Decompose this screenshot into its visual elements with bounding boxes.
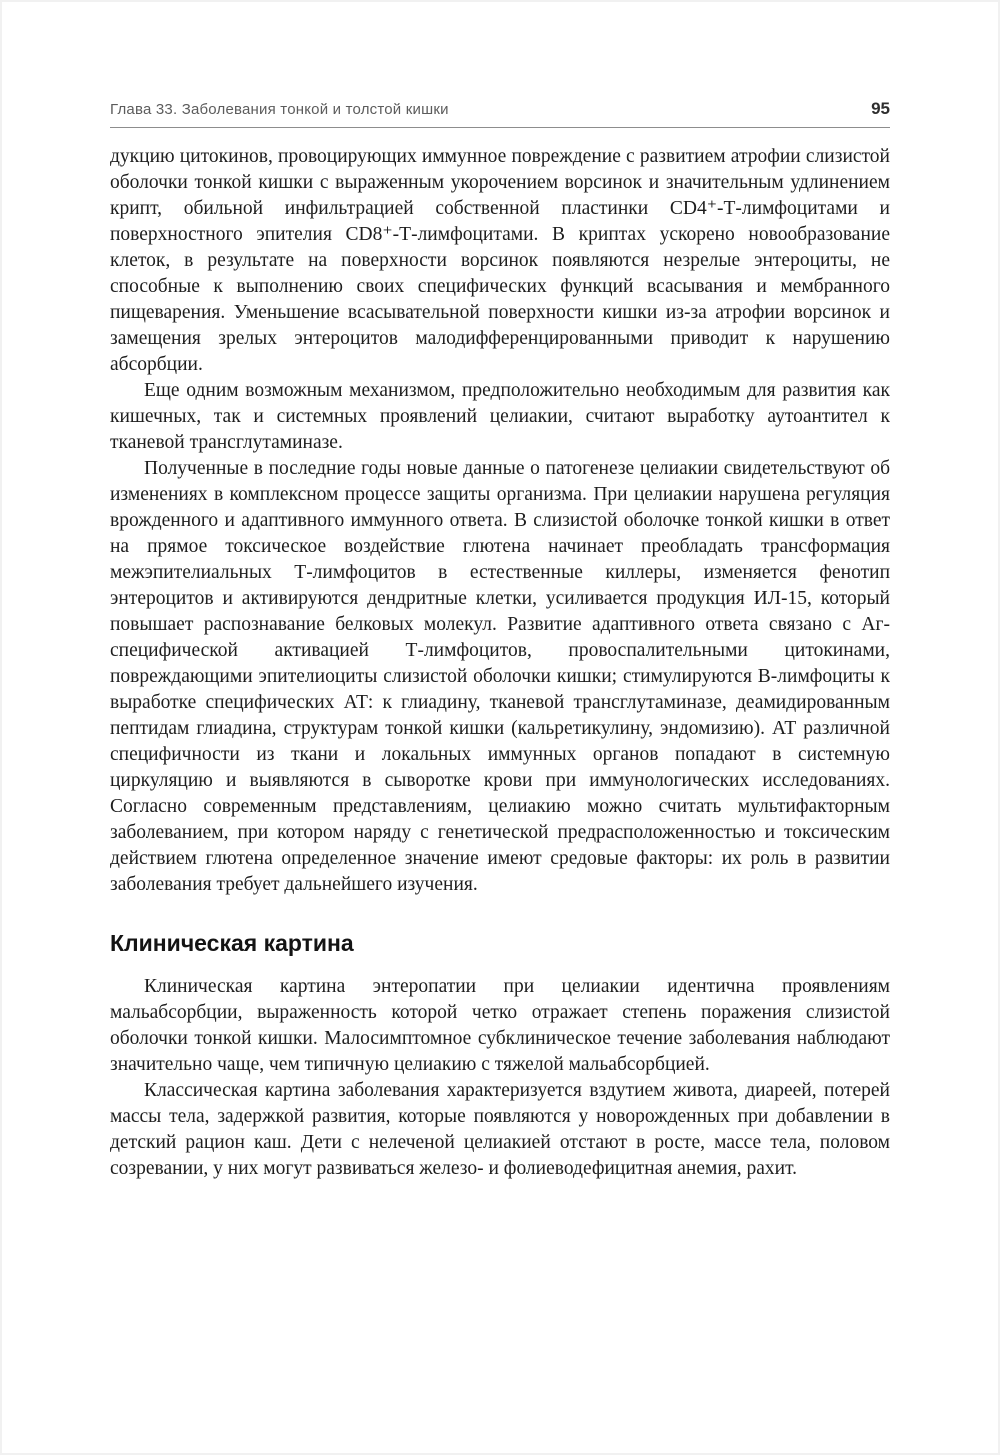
page-number: 95	[871, 99, 890, 118]
paragraph: Клиническая картина энтеропатии при целиакии идентична проявлениям мальабсорбции, выраженность которой четко отражает степень поражения слизистой оболочки тонкой кишки. Малосимптомное субклиническое течение заболевания наблюдают значительно чаще, чем типичную целиакию с тяжелой мальабсорбцией.	[110, 975, 890, 1075]
chapter-title: Глава 33. Заболевания тонкой и толстой кишки	[110, 101, 449, 118]
header-divider	[110, 127, 890, 128]
running-head	[110, 99, 890, 119]
paragraph: Полученные в последние годы новые данные о патогенезе целиакии свидетельствуют об изменениях в комплексном процессе защиты организма. При целиакии нарушена регуляция врожденного и адаптивного иммунного ответа. В слизистой оболочке тонкой кишки в ответ на прямое токсическое воздействие глютена начинает преобладать трансформация межэпителиальных Т-лимфоцитов в естественные киллеры, изменяется фенотип энтероцитов и активируются дендритные клетки, усиливается продукция ИЛ-15, который повышает распознавание белковых молекул. Развитие адаптивного ответа связано с Аг-специфической активацией Т-лимфоцитов, провоспалительными цитокинами, повреждающими эпителиоциты слизистой оболочки кишки; стимулируются В-лимфоциты к выработке специфических АТ: к глиадину, тканевой трансглутаминазе, деамидированным пептидам глиадина, структурам тонкой кишки (кальретикулину, эндомизию). АТ различной специфичности из ткани и локальных иммунных органов попадают в системную циркуляцию и выявляются в сыворотке крови при иммунологических исследованиях. Согласно современным представлениям, целиакию можно считать мультифакторным заболеванием, при котором наряду с генетической предрасположенностью и токсическим действием глютена определенное значение имеют средовые факторы: их роль в развитии заболевания требует дальнейшего изучения.	[110, 458, 890, 895]
section-heading-clinical-picture: Клиническая картина	[110, 930, 354, 956]
page-body	[110, 144, 890, 1182]
paragraph: Классическая картина заболевания характеризуется вздутием живота, диареей, потерей массы тела, задержкой развития, которые появляются у новорожденных при добавлении в детский рацион каш. Дети с нелеченой целиакией отстают в росте, массе тела, половом созревании, у них могут развиваться железо- и фолиеводефицитная анемия, рахит.	[110, 1079, 890, 1179]
paragraph: Еще одним возможным механизмом, предположительно необходимым для развития как кишечных, так и системных проявлений целиакии, считают выработку аутоантител к тканевой трансглутаминазе.	[110, 380, 890, 453]
paragraph-continuation: дукцию цитокинов, провоцирующих иммунное повреждение с развитием атрофии слизистой оболочки тонкой кишки с выраженным укорочением ворсинок и значительным удлинением крипт, обильной инфильтрацией собственной пластинки CD4⁺-Т-лимфоцитами и поверхностного эпителия CD8⁺-Т-лимфоцитами. В криптах ускорено новообразование клеток, в результате на поверхности ворсинок появляются незрелые энтероциты, не способные к выполнению своих специфических функций всасывания и мембранного пищеварения. Уменьшение всасывательной поверхности кишки из-за атрофии ворсинок и замещения зрелых энтероцитов малодифференцированными приводит к нарушению абсорбции.	[110, 146, 890, 375]
